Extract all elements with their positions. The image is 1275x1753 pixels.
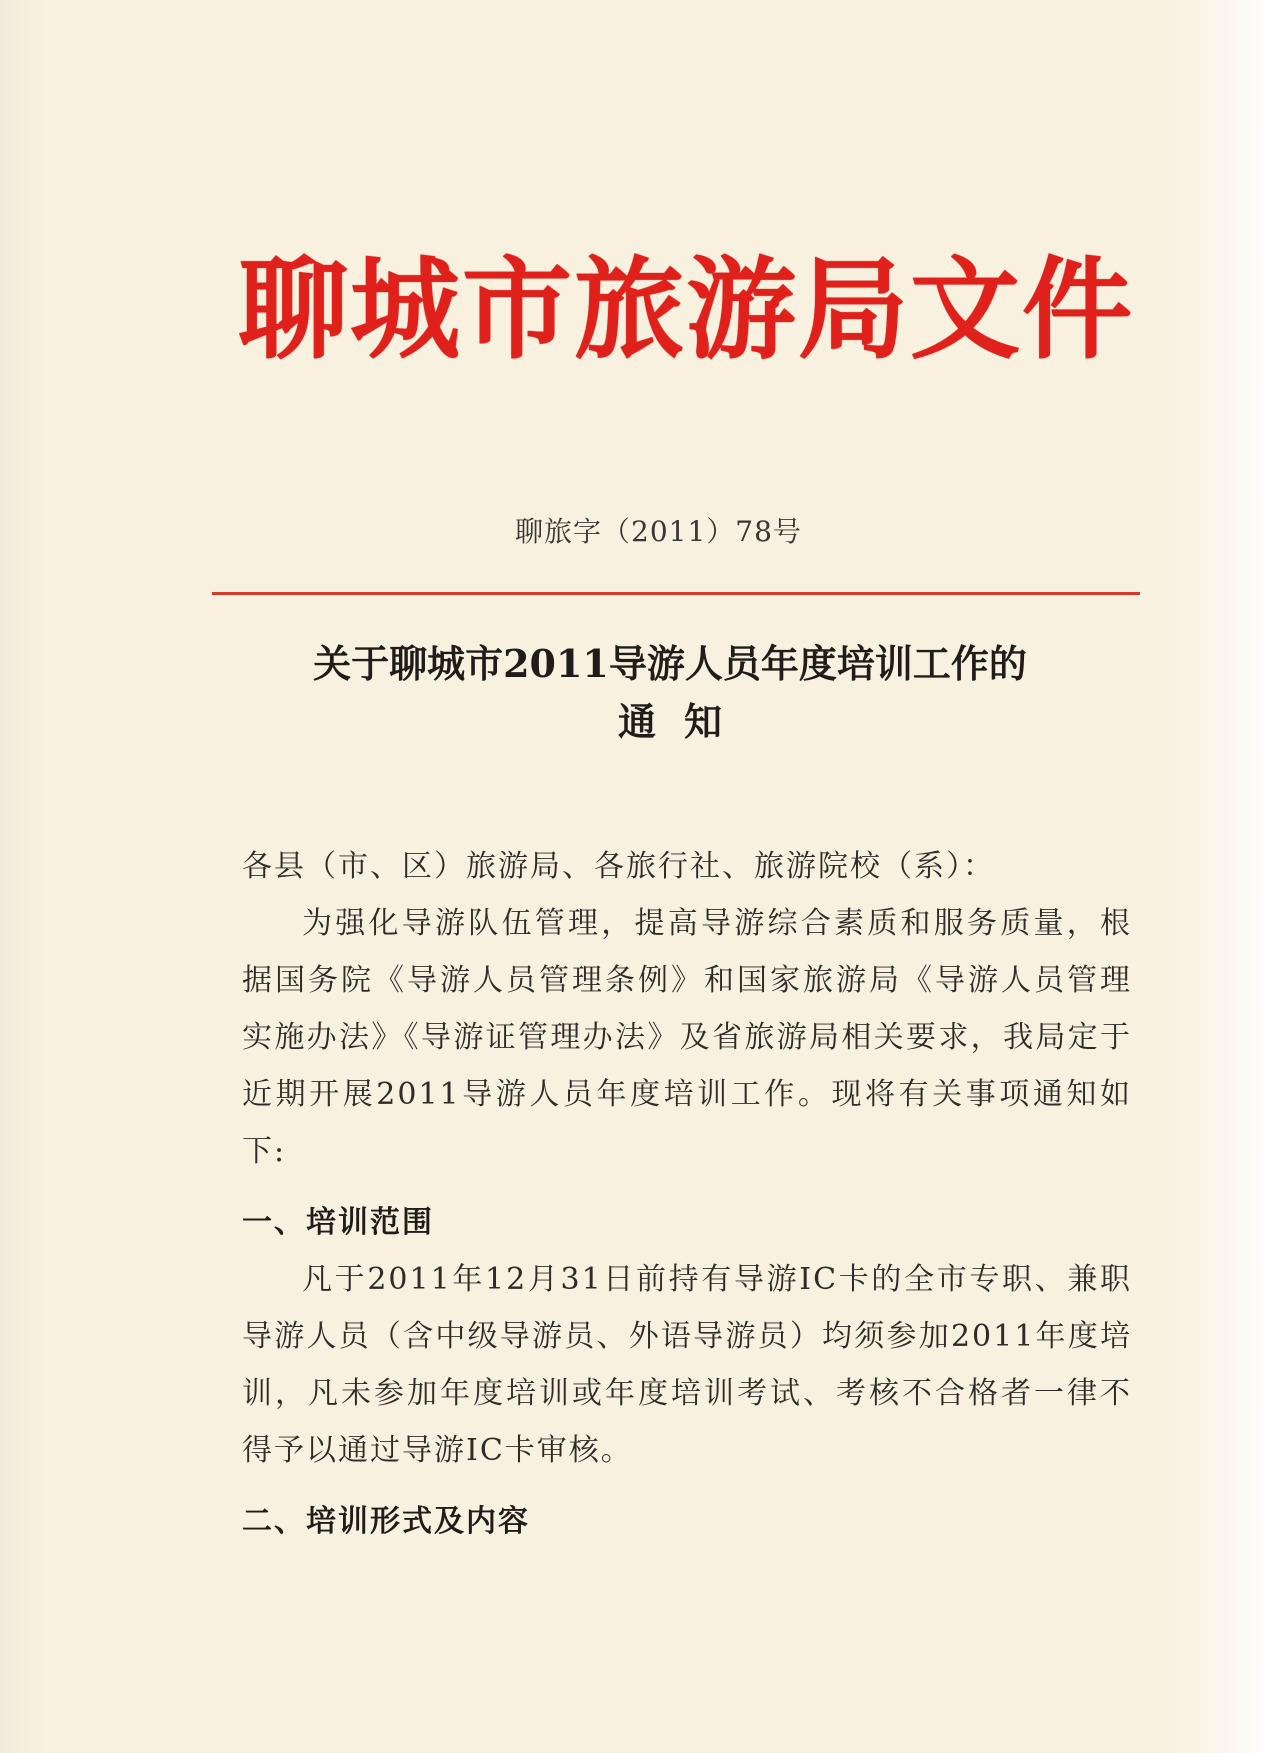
section-1-heading: 一、培训范围	[242, 1205, 434, 1240]
document-body	[242, 838, 1132, 1550]
page-right-edge	[1155, 0, 1275, 1753]
document-number: 聊旅字（2011）78号	[515, 515, 802, 548]
notice-title-line-1: 关于聊城市2011导游人员年度培训工作的	[313, 641, 1027, 686]
notice-title-line-2: 通知	[617, 699, 750, 744]
addressee-line: 各县（市、区）旅游局、各旅行社、旅游院校（系）：	[242, 849, 995, 884]
section-1-paragraph: 凡于2011年12月31日前持有导游IC卡的全市专职、兼职导游人员（含中级导游员、外语导游员）均须参加2011年度培训，凡未参加年度培训或年度培训考试、考核不合格者一律不得予以通过导游IC卡审核。	[242, 1262, 1132, 1468]
red-divider-rule	[212, 592, 1140, 595]
page-left-edge	[0, 0, 48, 1753]
masthead-title: 聊城市旅游局文件	[238, 246, 1134, 374]
section-2-heading: 二、培训形式及内容	[242, 1504, 530, 1539]
notice-title	[230, 635, 1110, 751]
intro-paragraph: 为强化导游队伍管理，提高导游综合素质和服务质量，根据国务院《导游人员管理条例》和国家旅游局《导游人员管理实施办法》《导游证管理办法》及省旅游局相关要求，我局定于近期开展2011导游人员年度培训工作。现将有关事项通知如下:	[242, 906, 1132, 1169]
